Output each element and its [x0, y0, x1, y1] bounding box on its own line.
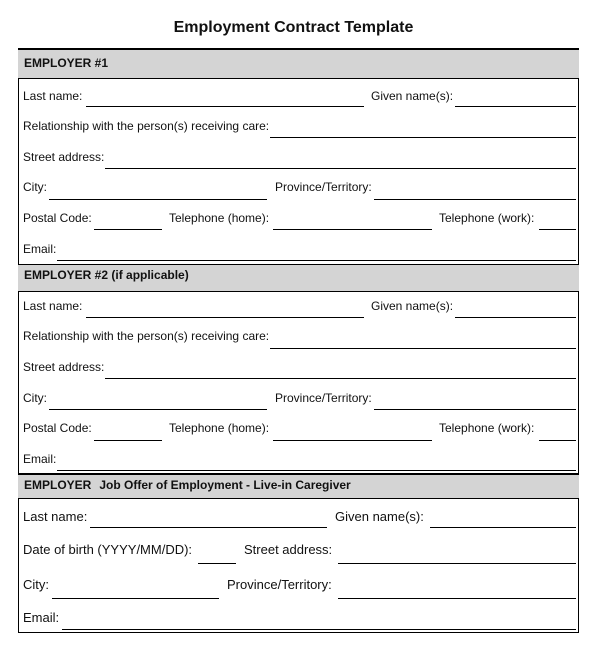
last-name-field[interactable] — [90, 527, 327, 528]
province-label: Province/Territory: — [275, 391, 372, 405]
postal-code-label: Postal Code: — [23, 211, 92, 225]
street-address-field[interactable] — [338, 563, 576, 564]
page-title: Employment Contract Template — [173, 19, 414, 36]
given-names-field[interactable] — [430, 527, 576, 528]
last-name-label: Last name: — [23, 89, 83, 103]
telephone-work-field[interactable] — [539, 440, 576, 441]
province-field[interactable] — [374, 199, 576, 200]
postal-code-field[interactable] — [94, 229, 162, 230]
city-label: City: — [23, 577, 49, 592]
relationship-field[interactable] — [270, 348, 576, 349]
given-names-label: Given name(s): — [371, 89, 454, 103]
last-name-field[interactable] — [86, 317, 364, 318]
telephone-home-label: Telephone (home): — [169, 211, 270, 225]
province-label: Province/Territory: — [275, 180, 372, 194]
date-of-birth-field[interactable] — [198, 563, 236, 564]
section-header-employer-1: EMPLOYER #1 — [18, 49, 579, 79]
telephone-home-field[interactable] — [273, 229, 432, 230]
street-address-label: Street address: — [244, 542, 333, 557]
last-name-field[interactable] — [86, 106, 364, 107]
email-label: Email: — [23, 610, 60, 625]
email-field[interactable] — [62, 629, 576, 630]
street-address-field[interactable] — [105, 378, 576, 379]
postal-code-field[interactable] — [94, 440, 162, 441]
section-header-employer-label: EMPLOYER — [24, 478, 92, 492]
given-names-field[interactable] — [455, 317, 576, 318]
city-label: City: — [23, 391, 47, 405]
email-field[interactable] — [57, 470, 576, 471]
telephone-work-label: Telephone (work): — [439, 211, 535, 225]
city-field[interactable] — [49, 409, 267, 410]
given-names-field[interactable] — [455, 106, 576, 107]
province-label: Province/Territory: — [227, 577, 332, 592]
telephone-home-field[interactable] — [273, 440, 432, 441]
city-label: City: — [23, 180, 47, 194]
city-field[interactable] — [49, 199, 267, 200]
section-subheader: Job Offer of Employment - Live-in Caregiver — [99, 478, 351, 492]
email-label: Email: — [23, 452, 57, 466]
relationship-field[interactable] — [270, 137, 576, 138]
section-header-job-offer — [18, 473, 579, 499]
relationship-label: Relationship with the person(s) receiving care: — [23, 329, 270, 343]
telephone-home-label: Telephone (home): — [169, 421, 270, 435]
street-address-label: Street address: — [23, 360, 105, 374]
given-names-label: Given name(s): — [335, 509, 424, 524]
city-field[interactable] — [52, 598, 219, 599]
province-field[interactable] — [374, 409, 576, 410]
postal-code-label: Postal Code: — [23, 421, 92, 435]
province-field[interactable] — [338, 598, 576, 599]
street-address-field[interactable] — [105, 168, 576, 169]
email-field[interactable] — [57, 260, 576, 261]
last-name-label: Last name: — [23, 299, 83, 313]
street-address-label: Street address: — [23, 150, 105, 164]
telephone-work-label: Telephone (work): — [439, 421, 535, 435]
section-header-employer-2: EMPLOYER #2 (if applicable) — [18, 264, 579, 292]
email-label: Email: — [23, 242, 57, 256]
relationship-label: Relationship with the person(s) receiving care: — [23, 119, 270, 133]
last-name-label: Last name: — [23, 509, 88, 524]
given-names-label: Given name(s): — [371, 299, 454, 313]
date-of-birth-label: Date of birth (YYYY/MM/DD): — [23, 542, 193, 557]
telephone-work-field[interactable] — [539, 229, 576, 230]
